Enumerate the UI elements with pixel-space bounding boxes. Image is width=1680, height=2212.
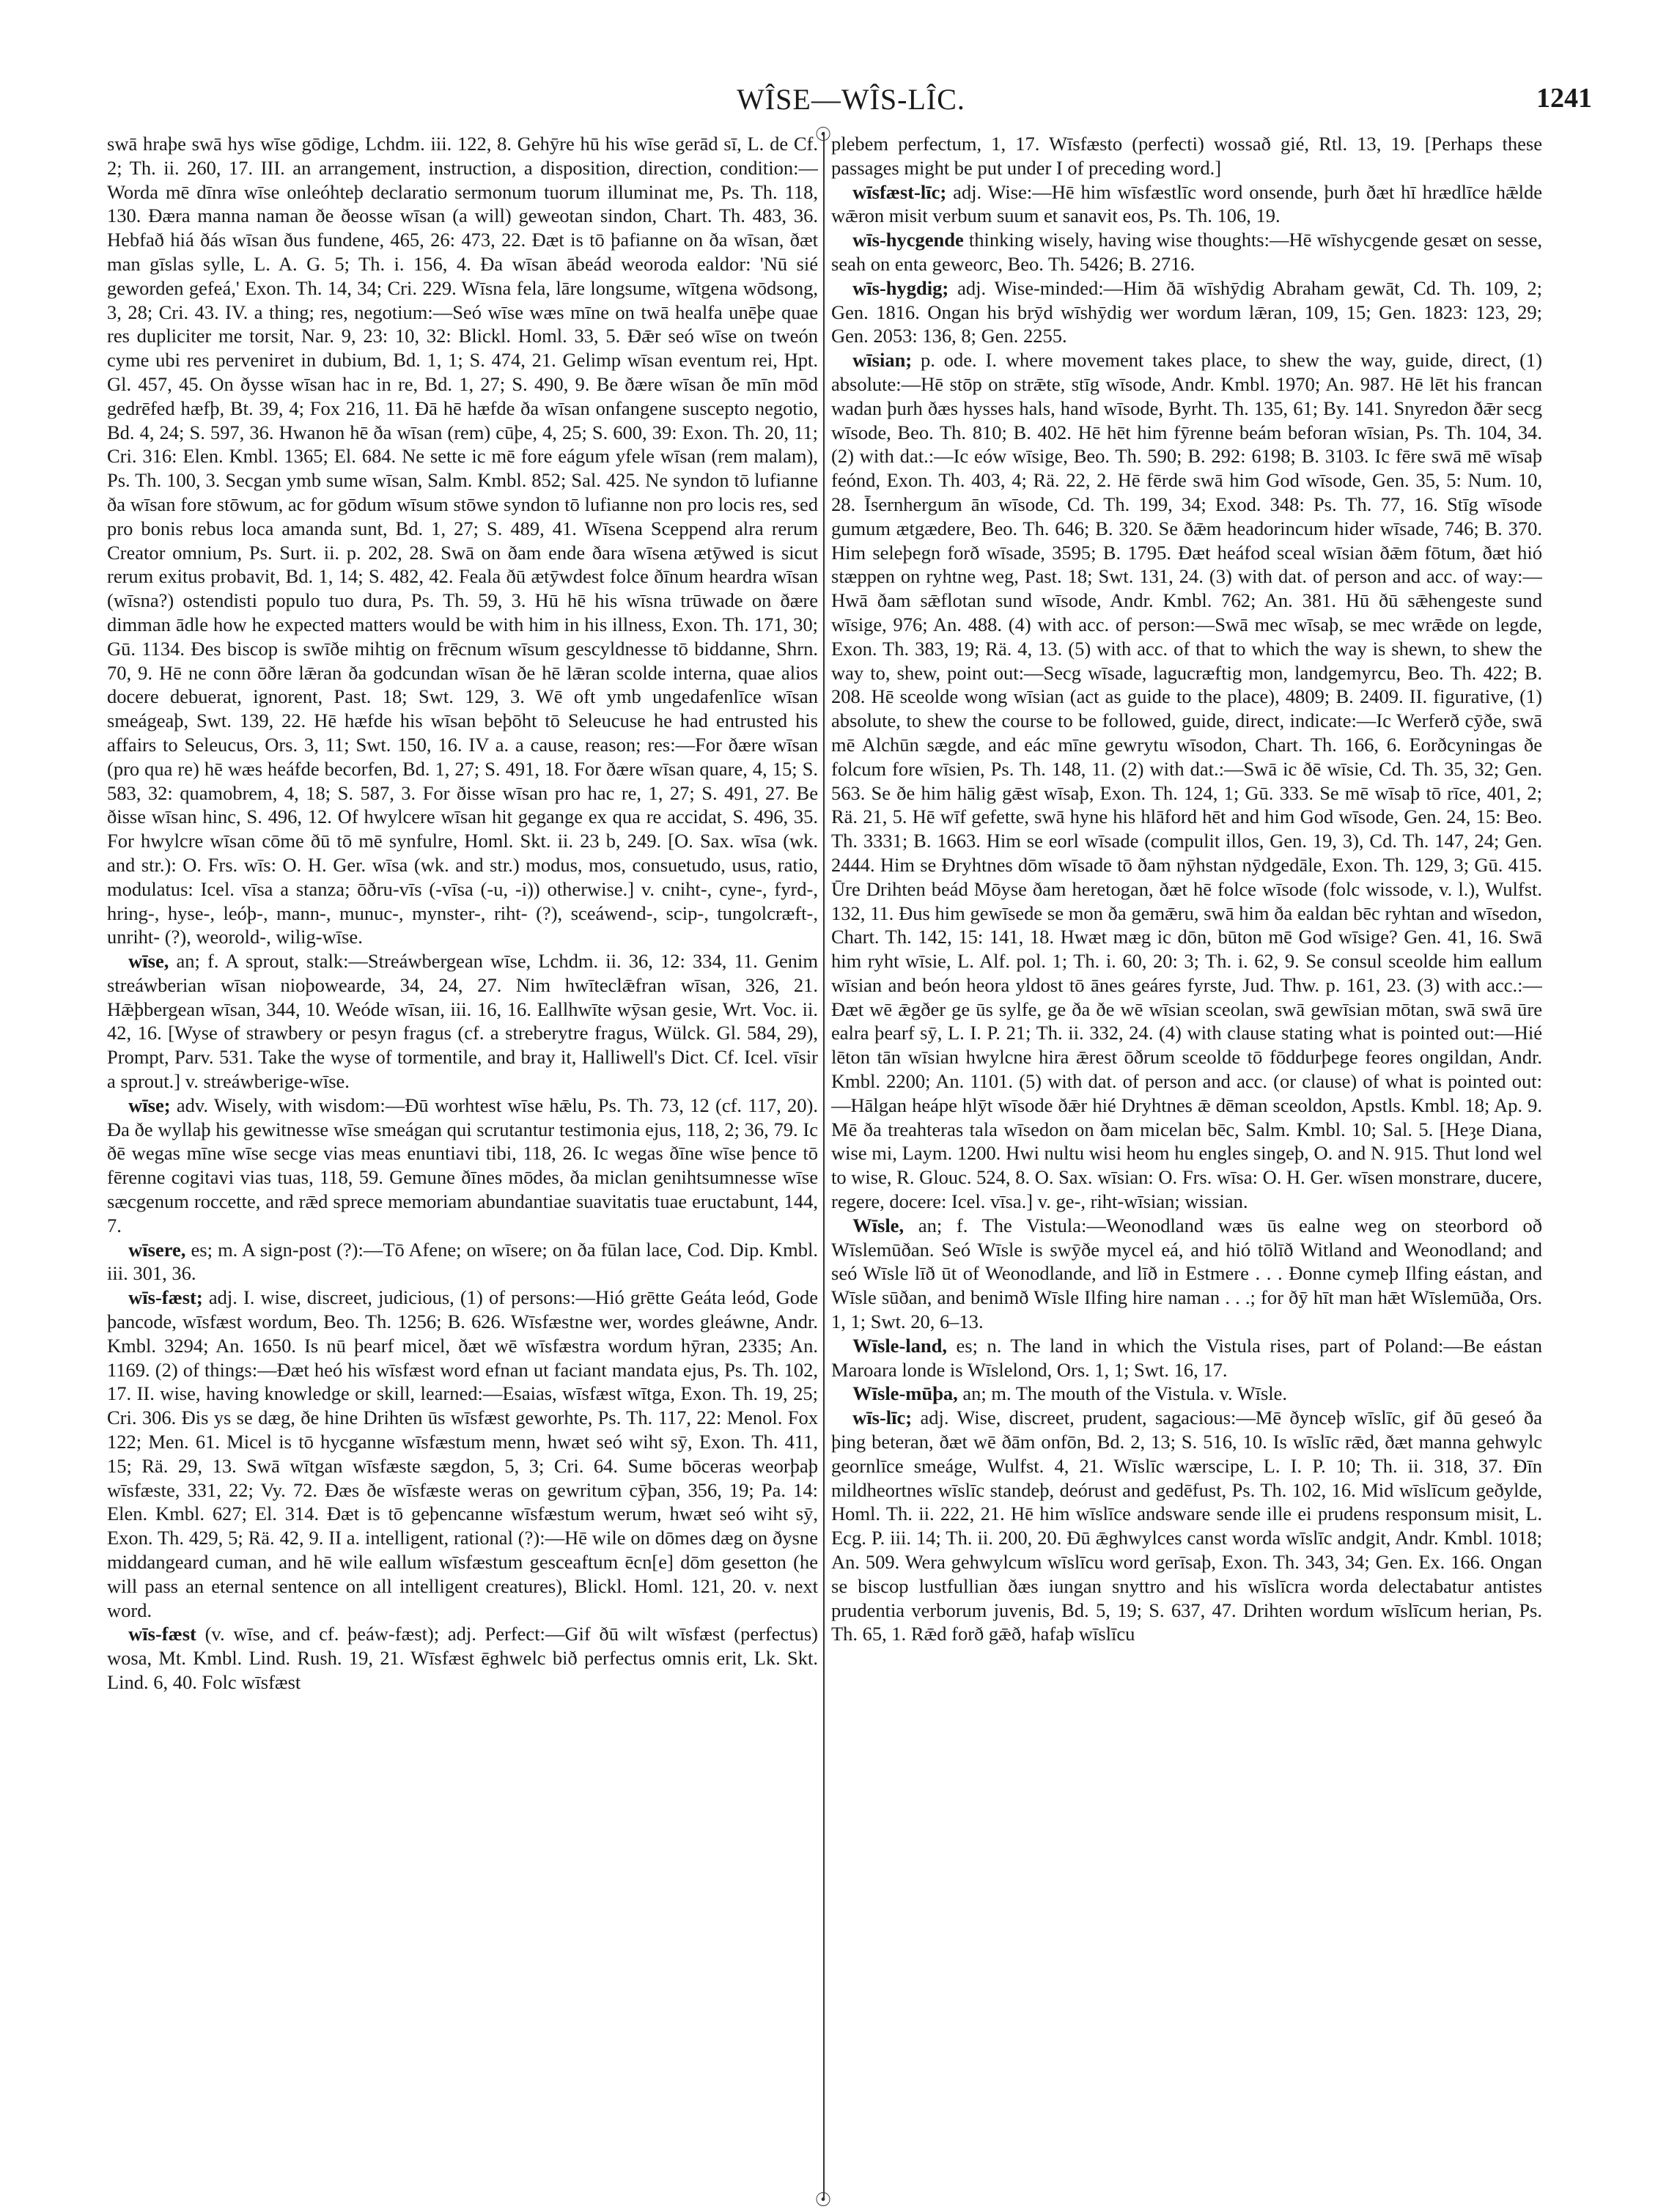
headword: wīse; <box>128 1094 171 1116</box>
entry-wis-faest-continued <box>831 132 1542 180</box>
column-ornament-bottom-icon: ☉ <box>814 2189 832 2211</box>
entry-text: plebem perfectum, 1, 17. Wīsfæsto (perfecti) wossað gié, Rtl. 13, 19. [Perhaps these passages might be put under I of preceding word.] <box>831 133 1542 179</box>
entry-wisle <box>831 1214 1542 1334</box>
running-head <box>110 82 1592 126</box>
entry-wis-hycgende <box>831 228 1542 276</box>
entry-wisle-mutha <box>831 1382 1542 1406</box>
column-divider <box>823 132 825 2199</box>
headword: wīsere, <box>128 1238 186 1261</box>
headword: Wīsle-land, <box>852 1334 947 1357</box>
entry-wise-adverb <box>107 1094 818 1238</box>
entry-text: p. ode. I. where movement takes place, to shew the way, guide, direct, (1) absolute:—Hē stōp on strǣte, stīg wīsode, Andr. Kmbl. 1970; An. 987. Hē lēt his francan wadan þurh ðæs hysses hals, hand wīsode, Byrht. Th. 135, 61; By. 141. Snyredon ðǣr secg wīsode, Beo. Th. 810; B. 402. Hē hēt him fȳrenne beám beforan wīsian, Ps. Th. 104, 34. (2) with dat.:—Ic eów wīsige, Beo. Th. 590; B. 292: 6198; B. 3103. Ic fēre swā mē wīsaþ feónd, Exon. Th. 403, 4; Rä. 22, 2. Hē fērde swā him God wīsode, Gen. 35, 5: Num. 10, 28. Īsernhergum ān wīsode, Cd. Th. 199, 34; Exod. 348: Ps. Th. 77, 16. Stīg wīsode gumum ætgædere, Beo. Th. 646; B. 320. Se ðǣm headorincum hider wīsade, 746; B. 370. Him seleþegn forð wīsade, 3595; B. 1795. Ðæt heáfod sceal wīsian ðǣm fōtum, ðæt hió stæppen on ryhtne weg, Past. 18; Swt. 131, 24. (3) with dat. of person and acc. of way:—Hwā ðam sǣflotan sund wīsode, Andr. Kmbl. 762; An. 381. Hū ðū sǣhengeste sund wīsige, 976; An. 488. (4) with acc. of person:—Swā mec wīsaþ, se mec wrǣde on legde, Exon. Th. 383, 19; Rä. 4, 13. (5) with acc. of that to which the way is shewn, to shew the way to, shew, point out:—Secg wīsade, lagucræftig mon, landgemyrcu, Beo. Th. 422; B. 208. Hē sceolde wong wīsian (act as guide to the place), 4809; B. 2409. II. figurative, (1) absolute, to shew the course to be followed, guide, direct, indicate:—Ic Werferð cȳðe, swā mē Alchūn sægde, and eác mīne gewrytu wīsodon, Chart. Th. 166, 6. Eorðcyningas ðe folcum fore wīsien, Ps. Th. 148, 11. (2) with dat.:—Swā ic ðē wīsie, Cd. Th. 35, 32; Gen. 563. Se ðe him hālig gǣst wīsaþ, Exon. Th. 124, 1; Gū. 333. Se mē wīsaþ tō rīce, 401, 2; Rä. 21, 5. Hē wīf gefette, swā hyne his hlāford hēt and him God wīsode, Gen. 24, 15: Beo. Th. 3331; B. 1663. Him se eorl wīsade (compulit illos, Gen. 19, 3), Cd. Th. 147, 24; Gen. 2444. Him se Ðryhtnes dōm wīsade tō ðam nȳhstan nȳdgedāle, Exon. Th. 129, 3; Gū. 415. Ūre Drihten beád Mōyse ðam heretogan, ðæt hē folce wīsode (folc wissode, v. l.), Wulfst. 132, 11. Ðus him gewīsede se mon ða gemǣru, swā him ða ealdan bēc ryhtan and wīsedon, Chart. Th. 142, 15: 141, 18. Hwæt mæg ic dōn, būton mē God wīsige? Gen. 41, 16. Swā him ryht wīsie, L. Alf. pol. 1; Th. i. 60, 20: 3; Th. i. 62, 9. Se consul sceolde him eallum wīsian and beón heora yldost tō ānes geáres fyrste, Jud. Thw. p. 161, 23. (3) with acc.:—Ðæt wē ǣgðer ge ūs sylfe, ge ða ðe wē wīsian sceolan, swā gewīsian mōtan, swā swā ūre ealra þearf sȳ, L. I. P. 21; Th. ii. 332, 24. (4) with clause stating what is pointed out:—Hié lēton tān wīsian hwylcne hira ǣrest ōðrum sceolde tō fōddurþege feores ongildan, Andr. Kmbl. 2200; An. 1101. (5) with dat. of person and acc. (or clause) of what is pointed out:—Hālgan heápe hlȳt wīsode ðǣr hié Dryhtnes ǣ dēman sceoldon, Apstls. Kmbl. 18; Ap. 9. Mē ða treahteras tala wīsedon on ðam micelan bēc, Salm. Kmbl. 10; Sal. 5. [Heȝe Diana, wise mi, Laym. 1200. Hwi nultu wisi heom hu engles singeþ, O. and N. 915. Thut lond wel to wise, R. Glouc. 524, 8. O. Sax. wīsian: O. Frs. wīsa: O. H. Ger. wīsen monstrare, ducere, regere, docere: Icel. vīsa.] v. ge-, riht-wīsian; wissian. <box>831 349 1542 1213</box>
left-column <box>107 132 818 2184</box>
entry-text: an; m. The mouth of the Vistula. v. Wīsle. <box>962 1382 1288 1405</box>
entry-text: (v. wīse, and cf. þeáw-fæst); adj. Perfect:—Gif ðū wilt wīsfæst (perfectus) wosa, Mt. Kmbl. Lind. Rush. 19, 21. Wīsfæst ēghwelc bið perfectus omnis erit, Lk. Skt. Lind. 6, 40. Folc wīsfæst <box>107 1623 818 1693</box>
headword: Wīsle-mūþa, <box>852 1382 958 1405</box>
entry-wisle-land <box>831 1334 1542 1382</box>
headword: wīs-fæst; <box>128 1286 203 1309</box>
entry-text: adj. Wise, discreet, prudent, sagacious:—Mē ðynceþ wīslīc, gif ðū geseó ða þing beteran, ðæt wē ðām onfōn, Bd. 2, 13; S. 516, 10. Is wīslīc rǣd, ðæt manna gehwylc geornlīce smeáge, Wulfst. 4, 21. Wīslīc wærscipe, L. I. P. 10; Th. ii. 318, 37. Ðīn mildheortnes wīslīc standeþ, deórust and gedēfust, Ps. Th. 102, 16. Mid wīslīcum geðylde, Homl. Th. ii. 222, 21. Hē him wīslīce andsware sende ille ei prudens responsum misit, L. Ecg. P. iii. 14; Th. ii. 200, 20. Ðū ǣghwylces canst worda wīslīc andgit, Andr. Kmbl. 1018; An. 509. Wera gehwylcum wīslīcu word gerīsaþ, Exon. Th. 343, 34; Gen. Ex. 166. Ongan se biscop lustfullian ðæs iungan snyttro and his wīslīcra worda delectabatur antistes prudentia verborum juvenis, Bd. 5, 19; S. 637, 47. Drihten wordum wīslīcum herian, Ps. Th. 65, 1. Rǣd forð gǣð, hafaþ wīslīcu <box>831 1407 1542 1645</box>
entry-wisfaest-lic <box>831 180 1542 229</box>
page-title: WÎSE—WÎS-LÎC. <box>737 83 965 116</box>
headword: wīs-fæst <box>128 1623 196 1645</box>
entry-wisere <box>107 1238 818 1286</box>
headword: Wīsle, <box>852 1214 905 1236</box>
entry-text: es; n. The land in which the Vistula rises, part of Poland:—Be eástan Maroara londe is Wīslelond, Ors. 1, 1; Swt. 16, 17. <box>831 1334 1542 1381</box>
headword: wīsfæst-līc; <box>852 180 947 203</box>
entry-text: an; f. A sprout, stalk:—Streáwbergean wīse, Lchdm. ii. 36, 12: 334, 11. Genim streáwberian wīsan nioþowearde, 34, 24, 27. Nim hwīteclǣfran wīsan, 326, 21. Hǣþbergean wīsan, 344, 10. Weóde wīsan, iii. 16, 16. Eallhwīte wȳsan gesie, Wrt. Voc. ii. 42, 16. [Wyse of strawbery or pesyn fragus (cf. a streberytre fragus, Wülck. Gl. 584, 29), Prompt, Parv. 531. Take the wyse of tormentile, and bray it, Halliwell's Dict. Cf. Icel. vīsir a sprout.] v. streáwberige-wīse. <box>107 950 818 1093</box>
headword: wīsian; <box>852 349 913 372</box>
entry-wisian <box>831 348 1542 1214</box>
headword: wīse, <box>128 950 169 973</box>
headword: wīs-hygdig; <box>852 276 949 299</box>
headword: wīs-hycgende <box>852 229 964 251</box>
entry-text: es; m. A sign-post (?):—Tō Afene; on wīsere; on ða fūlan lace, Cod. Dip. Kmbl. iii. 301, 36. <box>107 1238 818 1285</box>
entry-wis-lic <box>831 1406 1542 1646</box>
right-column <box>831 132 1542 2184</box>
entry-wis-faest-perfect <box>107 1622 818 1694</box>
entry-text: adj. Wise-minded:—Him ðā wīshȳdig Abraham gewāt, Cd. Th. 109, 2; Gen. 1816. Ongan his brȳd wīshȳdig wer wordum lǣran, 109, 15; Gen. 1823: 123, 29; Gen. 2053: 136, 8; Gen. 2255. <box>831 276 1542 347</box>
entry-text: swā hraþe swā hys wīse gōdige, Lchdm. iii. 122, 8. Gehȳre hū his wīse gerād sī, L. de Cf. 2; Th. ii. 260, 17. III. an arrangement, instruction, a disposition, direction, condition:—Worda mē dīnra wīse onleóhteþ declaratio sermonum tuorum illuminat me, Ps. Th. 118, 130. Ðæra manna naman ðe ðeosse wīsan (a will) geweotan sindon, Chart. Th. 483, 36. Hebfað hiá ðás wīsan ðus fundene, 465, 26: 473, 22. Ðæt is tō þafianne on ða wīsan, ðæt man gīslas sylle, L. A. G. 5; Th. i. 156, 4. Ða wīsan ābeád weoroda ealdor: 'Nū sié geworden gefeá,' Exon. Th. 14, 34; Cri. 229. Wīsna fela, lāre longsume, wītgena wōdsong, 3, 28; Cri. 43. IV. a thing; res, negotium:—Seó wīse wæs mīne on twā healfa unēþe quae res dupliciter me torsit, Nar. 9, 23: 10, 32: Blickl. Homl. 33, 5. Ðǣr seó wīse on tweón cyme ubi res perveniret in dubium, Bd. 1, 1; S. 474, 21. Gelimp wīsan eventum rei, Hpt. Gl. 457, 45. On ðysse wīsan hac in re, Bd. 1, 27; S. 490, 9. Be ðære wīsan ðe mīn mōd gedrēfed hæfþ, Bt. 39, 4; Fox 216, 11. Ðā hē hæfde ða wīsan onfangene suscepto negotio, Bd. 4, 24; S. 597, 36. Hwanon hē ða wīsan (rem) cūþe, 4, 25; S. 600, 39: Exon. Th. 20, 11; Cri. 316: Elen. Kmbl. 1365; El. 684. Ne sette ic mē fore eágum yfele wīsan (rem malam), Ps. Th. 100, 3. Secgan ymb sume wīsan, Salm. Kmbl. 852; Sal. 425. Ne syndon tō lufianne ða wīsan fore stōwum, ac for gōdum wīsum stōwe syndon tō lufianne non pro locis res, sed pro bonis rebus loca amanda sunt, Bd. 1, 27; S. 489, 41. Wīsena Sceppend alra rerum Creator omnium, Ps. Surt. ii. p. 202, 28. Swā on ðam ende ðara wīsena ætȳwed is sicut rerum exitus probavit, Bd. 1, 14; S. 482, 42. Feala ðū ætȳwdest folce ðīnum heardra wīsan (wīsna?) ostendisti populo tuo dura, Ps. Th. 59, 3. Hū hē his wīsna trūwade on ðære dimman ādle how he expected matters would be with him in his illness, Exon. Th. 171, 30; Gū. 1134. Ðes biscop is swīðe mihtig on frēcnum wīsum gescyldnesse tō biddanne, Shrn. 70, 9. Hē ne conn ōðre lǣran ða godcundan wīsan ðe hē lǣran scolde interna, quae alios docere debuerat, ignorent, Past. 18; Swt. 129, 3. Wē oft ymb ungedafenlīce wīsan smeágeaþ, Swt. 139, 22. Hē hæfde his wīsan beþōht tō Seleucuse he had entrusted his affairs to Seleucus, Ors. 3, 11; Swt. 150, 16. IV a. a cause, reason; res:—For ðære wīsan (pro qua re) hē wæs heáfde becorfen, Bd. 1, 27; S. 491, 18. For ðære wīsan quare, 4, 15; S. 583, 32: quamobrem, 4, 18; S. 587, 3. For ðisse wīsan pro hac re, 1, 27; S. 491, 27. Be ðisse wīsan hinc, S. 496, 12. Of hwylcere wīsan hit gegange ex qua re accidat, S. 496, 35. For hwylcre wīsan cōme ðū tō mē synfulre, Homl. Skt. ii. 23 b, 249. [O. Sax. wīsa (wk. and str.): O. Frs. wīs: O. H. Ger. wīsa (wk. and str.) modus, mos, consuetudo, usus, ratio, modulatus: Icel. vīsa a stanza; ōðru-vīs (-vīsa (-u, -i)) otherwise.] v. cniht-, cyne-, fyrd-, hring-, hyse-, leóþ-, mann-, munuc-, mynster-, riht- (?), sceáwend-, scip-, tungolcræft-, unriht- (?), weorold-, wilig-wīse. <box>107 133 818 948</box>
entry-wise-sprout <box>107 949 818 1094</box>
entry-text: adj. Wise:—Hē him wīsfæstlīc word onsende, þurh ðæt hī hrædlīce hǣlde wǣron misit verbum suum et sanavit eos, Ps. Th. 106, 19. <box>831 180 1542 227</box>
column-ornament-top-icon: ☉ <box>814 124 832 145</box>
entry-text: adj. I. wise, discreet, judicious, (1) of persons:—Hió grētte Geáta leód, Gode þancode, wīsfæst wordum, Beo. Th. 1256; B. 626. Wīsfæstne wer, wordes gleáwne, Andr. Kmbl. 3294; An. 1650. Is nū þearf micel, ðæt wē wīsfæstra wordum hȳran, 2335; An. 1169. (2) of things:—Ðæt heó his wīsfæst word efnan ut faciant mandata ejus, Ps. Th. 102, 17. II. wise, having knowledge or skill, learned:—Esaias, wīsfæst wītga, Exon. Th. 19, 25; Cri. 306. Ðis ys se dæg, ðe hine Drihten ūs wīsfæst geworhte, Ps. Th. 117, 22: Menol. Fox 122; Men. 61. Micel is tō hycganne wīsfæstum menn, hwæt seó wiht sȳ, Exon. Th. 411, 15; Rä. 29, 13. Swā wītgan wīsfæste sægdon, 5, 3; Cri. 64. Sume bōceras weorþaþ wīsfæste, 331, 22; Vy. 72. Ðæs ðe wīsfæste weras on gewritum cȳþan, 356, 19; Pa. 14: Elen. Kmbl. 627; El. 314. Ðæt is tō geþencanne wīsfæstum werum, hwæt seó wiht sȳ, Exon. Th. 429, 5; Rä. 42, 9. II a. intelligent, rational (?):—Hē wile on dōmes dæg on ðysne middangeard cuman, and hē wile eallum wīsfæstum gesceaftum ēcn[e] dōm gesetton (he will pass an eternal sentence on all intelligent creatures), Blickl. Homl. 121, 20. v. next word. <box>107 1286 818 1621</box>
entry-text: adv. Wisely, with wisdom:—Ðū worhtest wīse hǣlu, Ps. Th. 73, 12 (cf. 117, 20). Ða ðe wyllaþ his gewitnesse wīse smeágan qui scrutantur testimonia ejus, 118, 2; 36, 79. Ic ðē wegas mīne wīse secge vias meas enuntiavi tibi, 118, 26. Ic wegas ðīne wīse þence tō fērenne cogitavi vias tuas, 118, 59. Gemune ðīnes mōdes, ða miclan genihtsumnesse wīse sæcgenum roccette, and rǣd sprece memoriam abundantiae suavitatis tuae eructabunt, 144, 7. <box>107 1094 818 1236</box>
page-number: 1241 <box>1536 83 1592 114</box>
entry-wis-faest <box>107 1286 818 1622</box>
entry-wise-continued <box>107 132 818 949</box>
entry-text: thinking wisely, having wise thoughts:—Hē wīshycgende gesæt on sesse, seah on enta geweorc, Beo. Th. 5426; B. 2716. <box>831 229 1542 275</box>
entry-text: an; f. The Vistula:—Weonodland wæs ūs ealne weg on steorbord oð Wīslemūðan. Seó Wīsle is swȳðe mycel eá, and hió tōlīð Witland and Weonodland; and seó Wīsle līð ūt of Weonodlande, and līð in Estmere . . . Ðonne cymeþ Ilfing eástan, and Wīsle sūðan, and benimð Wīsle Ilfing hire naman . . .; for ðȳ hīt man hǣt Wīslemūða, Ors. 1, 1; Swt. 20, 6–13. <box>831 1214 1542 1333</box>
entry-wis-hygdig <box>831 276 1542 348</box>
headword: wīs-līc; <box>852 1407 913 1429</box>
